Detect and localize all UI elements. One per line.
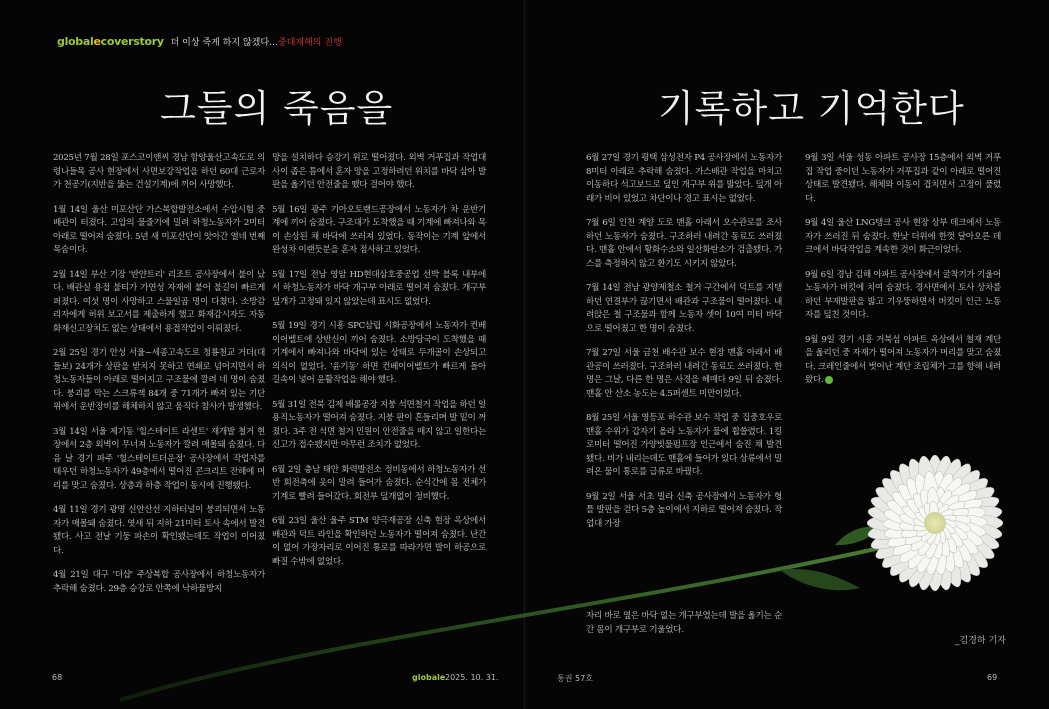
- petal: [934, 517, 972, 535]
- petal: [930, 486, 981, 529]
- petal: [929, 501, 940, 524]
- petal: [933, 504, 987, 530]
- petal: [914, 521, 944, 591]
- petal: [933, 505, 971, 529]
- footer-brand: globale: [412, 673, 446, 682]
- petal: [895, 518, 940, 567]
- petal: [889, 517, 940, 560]
- petal: [907, 519, 939, 554]
- paragraph: 1월 14일 울산 미포산단 가스복합발전소에서 수압시험 중 배관이 터졌다. 고압의 물줄기에 밀려 하청노동자가 2미터 아래로 떨어져 숨졌다. 5년 새 미포산단이 앗아간 열네 번째 목숨이다.: [53, 204, 265, 255]
- paragraph: 6월 27일 경기 평택 삼성전자 P4 공사장에서 노동자가 8미터 아래로 추락해 숨졌다. 가스배관 작업을 마치고 이동하다 석고보드로 덮인 개구부 위를 밟았다. 덮개 아래가 비어 있었고 차단이나 경고 표시는 없었다.: [586, 153, 782, 204]
- petal: [866, 514, 936, 544]
- petal: [929, 522, 944, 559]
- petal: [911, 471, 942, 525]
- paragraph: 2월 25일 경기 안성 서울~세종고속도로 청룡천교 거더(대들보) 24개가 상판을 받치지 못하고 연쇄로 넘어지면서 하청노동자들이 아래로 떨어지고 구조물에 깔려 네 명이 숨졌다. 붕괴를 막는 스크류잭 84개 중 71개가 빠져 있는 기단 위에서 운반장비를 해체하지 않고 움직다 참사가 발생했다.: [53, 348, 265, 412]
- petal: [884, 465, 941, 529]
- header-series: 중대재해의 진행: [278, 38, 342, 48]
- petal: [929, 516, 993, 573]
- page-number-right: 69: [987, 673, 998, 682]
- petal: [877, 516, 941, 573]
- petal: [927, 456, 967, 526]
- petal: [928, 522, 949, 575]
- text-column-4: [805, 152, 1001, 399]
- petal: [931, 501, 945, 525]
- petal: [884, 496, 938, 530]
- spine-gutter: [523, 0, 526, 709]
- paragraph: [805, 334, 1001, 388]
- paragraph: 9월 3일 서울 성동 아파트 공사장 15층에서 외벽 거푸집 작업 중이던 노동자가 거푸집과 같이 아래로 떨어진 상태로 발견됐다. 해체와 이동이 겹치면서 고정이 풀렸다.: [805, 153, 1001, 204]
- petal: [935, 514, 1003, 532]
- paragraph: 5월 16일 광주 기아오토랜드공장에서 노동자가 차 운반기계에 끼어 숨졌다. 구조대가 도착했을 때 기계에 빠져나와 목이 손상된 채 바닥에 쓰러져 있었다. 동작이는 기계 앞에서 완성차 이랜듯분을 혼자 점사하고 있었다.: [272, 204, 486, 255]
- paragraph-text: 9월 9일 경기 시흥 거북섬 아파트 옥상에서 철재 계단을 옮리던 중 자재가 떨어져 노동자가 머리를 맞고 숨졌다. 크레인줄에서 벗어난 계단 조립체가 그를 향해 내려왔다.: [805, 334, 1001, 385]
- petal: [932, 507, 955, 527]
- paragraph: 2025년 7월 28일 포스코이앤씨 경남 함양울산고속도로 의령나들목 공사 현장에서 사면보강작업을 하던 60대 근로자가 천공기(지반을 뚫는 건설기계)에 끼어 사망했다.: [53, 153, 265, 190]
- petal: [903, 520, 943, 590]
- petal: [913, 510, 937, 527]
- petal: [899, 517, 936, 532]
- petal: [929, 479, 974, 528]
- petal: [931, 517, 982, 559]
- petal: [929, 487, 947, 525]
- petal: [884, 517, 941, 581]
- petal: [913, 517, 936, 528]
- petal: [872, 515, 940, 565]
- petal: [926, 455, 944, 523]
- petal: [934, 513, 958, 527]
- petal: [932, 494, 985, 530]
- petal: [914, 520, 940, 558]
- petal: [927, 520, 967, 590]
- petal: [925, 522, 939, 546]
- petal: [929, 472, 993, 529]
- petal: [935, 519, 958, 530]
- paragraph: 망을 설치하다 승강기 위로 떨어졌다. 외벽 거푸집과 작업대 사이 좁은 틈에서 혼자 망을 고정하려던 위치를 바닥 삼아 발판을 옮기던 안전줄을 뗐다 걸어야 했다.: [272, 153, 486, 190]
- petal: [872, 481, 940, 531]
- petal: [932, 520, 954, 542]
- petal: [904, 495, 939, 527]
- petal: [932, 516, 986, 550]
- petal: [919, 520, 939, 543]
- petal: [929, 521, 953, 559]
- paragraph: 9월 6일 경남 김해 아파트 공사장에서 굴착기가 기울어 노동자가 버킷에 치여 숨졌다. 경사면에서 토사 상차를 하던 부재발판을 밟고 기우뚱하면서 버킷이 인근 노동자를 덮친 것이다.: [805, 269, 1001, 320]
- paragraph: 7월 27일 서울 금천 배수관 보수 현장 맨홀 아래서 배관공이 쓰러졌다. 구조하러 내려간 동료도 쓰러졌다. 한 명은 그날, 다른 한 명은 사경을 헤매다 9일 뒤 숨졌다. 맨홀 안 산소 농도는 4.5퍼센트 미만이었다.: [586, 348, 782, 399]
- byline: _김경하 기자: [955, 636, 1006, 646]
- petal: [893, 519, 943, 587]
- paragraph: 4월 11일 경기 광명 신안산선 지하터널이 붕괴되면서 노동자가 매몰돼 숨졌다. 엿새 뒤 지하 21미터 토사 속에서 발견됐다. 사고 전날 기둥 파손이 확인됐는데도 작업이 이어졌다.: [53, 505, 265, 556]
- brand-logo: globalecoverstory: [57, 35, 164, 48]
- petal: [930, 520, 960, 556]
- petal: [903, 519, 941, 572]
- petal: [932, 518, 970, 544]
- petal: [928, 521, 959, 575]
- petal: [928, 465, 985, 529]
- paragraph: 8월 25일 서울 영등포 하수관 보수 작업 중 집중호우로 맨홀 수위가 갑자기 올라 노동자가 물에 휩쓸렸다. 1킬로미터 떨어진 가양빗물펌프장 인근에서 숨진 채 발견됐다. 비가 내리는데도 맨홀에 들어가 있다 상류에서 밀려온 물이 통로를 급류로 바꿨다.: [586, 413, 782, 477]
- petal: [877, 472, 941, 529]
- paragraph: 5월 31일 전북 김제 배롤공장 지붕 석면철거 작업을 하던 일용직노동자가 떨어져 숨졌다. 지붕 판이 흔들리며 발 밑이 꺼졌다. 3주 전 석면 철거 민원이 안전줄을 매지 않고 일한다는 신고가 접수됐지만 아무런 조치가 없었다.: [272, 399, 486, 450]
- paragraph: 5월 19일 경기 시흥 SPC삼립 시화공장에서 노동자가 컨베이어벨트에 상반신이 끼어 숨졌다. 소방당국이 도착했을 때 기계에서 빠져나와 바닥에 있는 상태로 두개골이 손상되고 의식이 없었다. '윤기동' 하면 컨베이어벨트가 빠르게 돌아 길속이 넣어 윤활작업을 해야 했다.: [272, 321, 486, 385]
- petal: [934, 514, 971, 529]
- petal: [928, 474, 966, 527]
- petal: [930, 518, 976, 566]
- petal: [931, 515, 999, 565]
- paragraph: 2월 14일 부산 기장 '반얀트리' 리조트 공사장에서 불이 났다. 배관실 용접 불티가 가연성 자재에 붙어 불길이 빠르게 퍼졌다. 여섯 명이 사망하고 스물일곱 명이 다쳤다. 소방감리자에게 허위 보고서를 제출하게 했고 화재감시자도 자동화재신고장치도 없는 상태에서 용접작업이 이뤄졌다.: [53, 269, 265, 334]
- paragraph: 9월 4일 울산 LNG탱크 공사 현장 상부 데크에서 노동자가 쓰러진 뒤 숨졌다. 한낮 더위에 한껏 달아오른 데크에서 바닥작업을 계속한 것이 화근이었다.: [805, 218, 1001, 255]
- petal: [926, 454, 956, 524]
- petal: [913, 521, 943, 575]
- petal: [931, 481, 999, 531]
- petal: [883, 516, 937, 542]
- petal: [928, 517, 985, 581]
- paragraph: 6월 2일 충남 태안 화력발전소 정비동에서 하청노동자가 선반 회전축에 옷이 말려 들어가 숨졌다. 순식간에 몸 전체가 기계로 빨려 들어갔다. 회전부 덮개없이 정비했다.: [272, 464, 486, 502]
- footer-issue: 통권 57호: [557, 674, 593, 683]
- petal: [893, 460, 943, 528]
- petal: [930, 488, 956, 526]
- header-line: [57, 35, 342, 48]
- petal: [931, 518, 966, 550]
- petal: [867, 514, 935, 532]
- paragraph: 5월 17일 전남 영암 HD현대삼호중공업 선박 블록 내부에서 하청노동자가 바닥 개구부 아래로 떨어져 숨졌다. 개구부 덮개가 고정돼 있지 않았는데 표시도 없었다.: [272, 269, 486, 307]
- text-column-1: [53, 152, 265, 607]
- petal: [926, 523, 944, 591]
- petal: [926, 521, 956, 591]
- petal: [868, 491, 938, 531]
- petal: [935, 515, 987, 531]
- text-column-3: [586, 152, 782, 635]
- page-number-left: 68: [52, 673, 63, 682]
- petal: [929, 519, 969, 571]
- petal: [909, 490, 939, 526]
- petal: [926, 487, 941, 524]
- petal: [932, 491, 1002, 531]
- petal: [916, 504, 938, 526]
- petal: [927, 460, 977, 528]
- petal: [931, 502, 951, 525]
- petal: [888, 487, 939, 529]
- petal: [917, 487, 941, 525]
- petal: [914, 454, 944, 524]
- paragraph: 7월 6일 인천 계양 도로 맨홀 아래서 오수관로를 조사하던 노동자가 숨졌다. 구조하러 내려간 동료도 쓰러졌다. 맨홀 안에서 황화수소와 일산화탄소가 검출됐다. 가스를 측정하지 않고 환기도 시키지 않았다.: [586, 218, 782, 269]
- petal: [928, 471, 958, 525]
- petal: [931, 521, 948, 545]
- petal: [934, 516, 988, 541]
- petal: [883, 506, 937, 531]
- petal: [923, 522, 942, 575]
- petal: [922, 501, 939, 525]
- petal: [932, 497, 968, 527]
- petal: [899, 517, 937, 541]
- petal: [885, 516, 938, 552]
- petal: [931, 523, 942, 546]
- petal: [930, 492, 962, 527]
- text-column-2: [272, 152, 486, 580]
- title-left: 그들의 죽음을: [160, 87, 394, 130]
- petal: [899, 511, 937, 529]
- petal: [933, 502, 1003, 532]
- petal: [932, 515, 1002, 555]
- petal: [902, 475, 942, 527]
- petal: [894, 480, 940, 528]
- paragraph: 3월 14일 서울 제기동 '힐스테이트 라센트' 재개발 철거 현장에서 2층 외벽이 무너져 노동자가 깔려 매몰돼 숨졌다. 다음 날 경기 파주 '힐스테이트더운정' 공사장에서 작업자를 태우던 하청노동자가 49층에서 떨어진 콘크리트 잔해에 머리를 맞고 숨졌다. 상층과 하층 작업이 동시에 진행됐다.: [53, 426, 265, 491]
- petal: [923, 522, 941, 560]
- petal: [868, 515, 938, 555]
- petal: [900, 502, 938, 528]
- paragraph: 9월 2일 서울 서초 빌라 신축 공사장에서 노동자가 형틀 발판을 걷다 5층 높이에서 지하로 떨어져 숨졌다. 작업대 가장: [586, 491, 782, 529]
- paragraph: 4월 21일 대구 '더샵' 주상복합 공사장에서 하청노동자가 추락해 숨졌다. 29층 승강로 안쪽에 낙하물방지: [53, 570, 265, 594]
- paragraph-continued: 자리 바로 옆은 바닥 없는 개구부였는데 발을 옮기는 순간 몸이 개구부로 기울었다.: [586, 611, 782, 635]
- header-subtitle: 더 이상 죽게 하지 않겠다…: [170, 38, 279, 48]
- petal: [914, 519, 937, 539]
- petal: [928, 471, 947, 524]
- petal: [921, 470, 942, 523]
- petal: [883, 516, 935, 532]
- green-dot-icon: [825, 376, 833, 384]
- petal: [903, 456, 943, 526]
- petal: [866, 502, 936, 532]
- paragraph: 6월 23일 울산 울주 STM 양극재공장 신축 현장 옥상에서 배관과 덕트 라인을 확인하던 노동자가 떨어져 숨졌다. 난간이 없어 가장자리로 이어진 통로를 따라가면 발이 하공으로 빠질 수밖에 없었다.: [272, 516, 486, 567]
- paragraph: 7월 14일 전남 광양제철소 철거 구간에서 덕트를 지탱하던 연결부가 끊기면서 배관과 구조물이 떨어졌다. 내려앉은 철 구조물과 함께 노동자 셋이 10여 미터 바닥으로 떨어졌고 한 명이 숨졌다.: [586, 283, 782, 334]
- title-right: 기록하고 기억한다: [658, 87, 965, 130]
- petal: [913, 519, 937, 533]
- petal: [927, 519, 977, 587]
- petal: [902, 518, 938, 548]
- petal: [933, 514, 1003, 544]
- footer-date: 2025. 10. 31.: [445, 673, 499, 682]
- petal: [933, 519, 957, 536]
